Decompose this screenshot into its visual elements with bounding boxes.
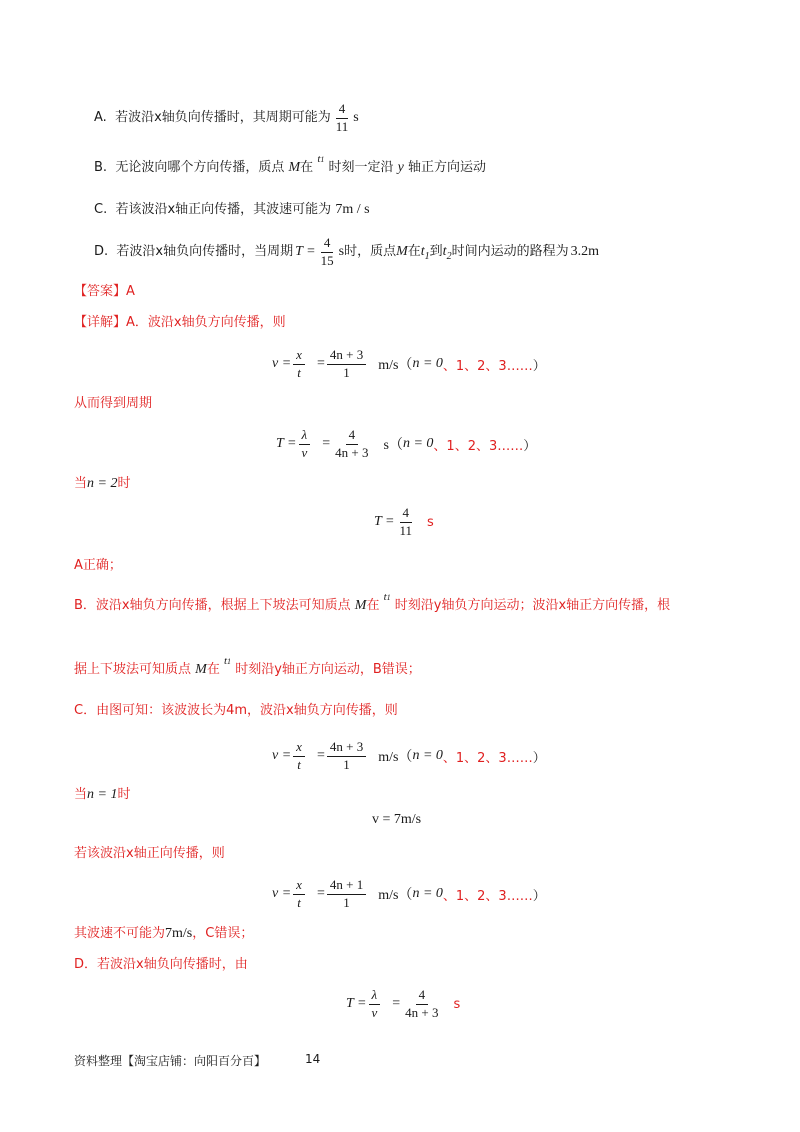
equation-velocity-positive: v = $\frac{x}{t}$ = $\frac{4n + 1}{1}$ m/s（ n = 0 、1、2、3…… ） bbox=[272, 877, 546, 910]
b-explanation-line2: 据上下坡法可知质点 M在 $^{t1}$ 时刻沿y轴正方向运动，B错误； bbox=[74, 655, 421, 677]
c-wrong: 其波速不可能为7m/s，C错误； bbox=[74, 926, 254, 941]
footer-source: 资料整理【淘宝店铺：向阳百分百】 bbox=[74, 1054, 267, 1068]
option-d: D. 若波沿x轴负向传播时，当周期 T = $\frac{4}{15}$ s 时，质点 M 在 $t_1$ 到 $t_2$ 时间内运动的路程为 3.2m bbox=[94, 235, 599, 268]
answer-label: 【答案】A bbox=[74, 284, 135, 299]
equation-period-d: T = $\frac{\lambda}{v}$ = $\frac{4}{4n + 3}$ s bbox=[346, 987, 461, 1020]
detail-heading: 【详解】A．波沿x轴负方向传播，则 bbox=[74, 315, 286, 330]
equation-velocity-negative-2: v = $\frac{x}{t}$ = $\frac{4n + 3}{1}$ m/s（ n = 0 、1、2、3…… ） bbox=[272, 739, 546, 772]
d-explanation: D．若波沿x轴负向传播时，由 bbox=[74, 957, 248, 972]
b-explanation-line1: B．波沿x轴负方向传播，根据上下坡法可知质点 M在 $^{t1}$ 时刻沿y轴负方向运动；波沿x轴正方向传播，根 bbox=[74, 591, 671, 613]
a-correct: A正确； bbox=[74, 558, 122, 573]
equation-period: T = $\frac{\lambda}{v}$ = $\frac{4}{4n + 3}$ s（ n = 0 、1、2、3…… ） bbox=[276, 427, 537, 460]
option-b: B. 无论波向哪个方向传播，质点 M在 $^{t1}$ 时刻一定沿 y 轴正方向运动 bbox=[94, 153, 487, 175]
option-c: C. 若该波沿x轴正向传播，其波速可能为 7m / s bbox=[94, 202, 370, 217]
equation-velocity-negative: v = $\frac{x}{t}$ = $\frac{4n + 3}{1}$ m/s（ n = 0 、1、2、3…… ） bbox=[272, 347, 546, 380]
c-explanation: C．由图可知：该波波长为4m，波沿x轴负方向传播，则 bbox=[74, 703, 398, 718]
fraction: $\frac{4}{11}$ bbox=[335, 101, 349, 134]
c-positive-direction: 若该波沿x轴正向传播，则 bbox=[74, 846, 225, 861]
option-a: A. 若波沿x轴负向传播时，其周期可能为 $\frac{4}{11}$ s bbox=[94, 101, 359, 134]
period-text: 从而得到周期 bbox=[74, 396, 153, 411]
condition-n2: 当n = 2时 bbox=[74, 476, 131, 491]
fraction: $\frac{4}{15}$ bbox=[320, 235, 334, 268]
equation-period-result: T = $\frac{4}{11}$ s bbox=[374, 505, 434, 538]
condition-n1: 当n = 1时 bbox=[74, 787, 131, 802]
page-number: 14 bbox=[305, 1052, 321, 1066]
equation-velocity-value: v = 7m/s bbox=[372, 812, 422, 827]
